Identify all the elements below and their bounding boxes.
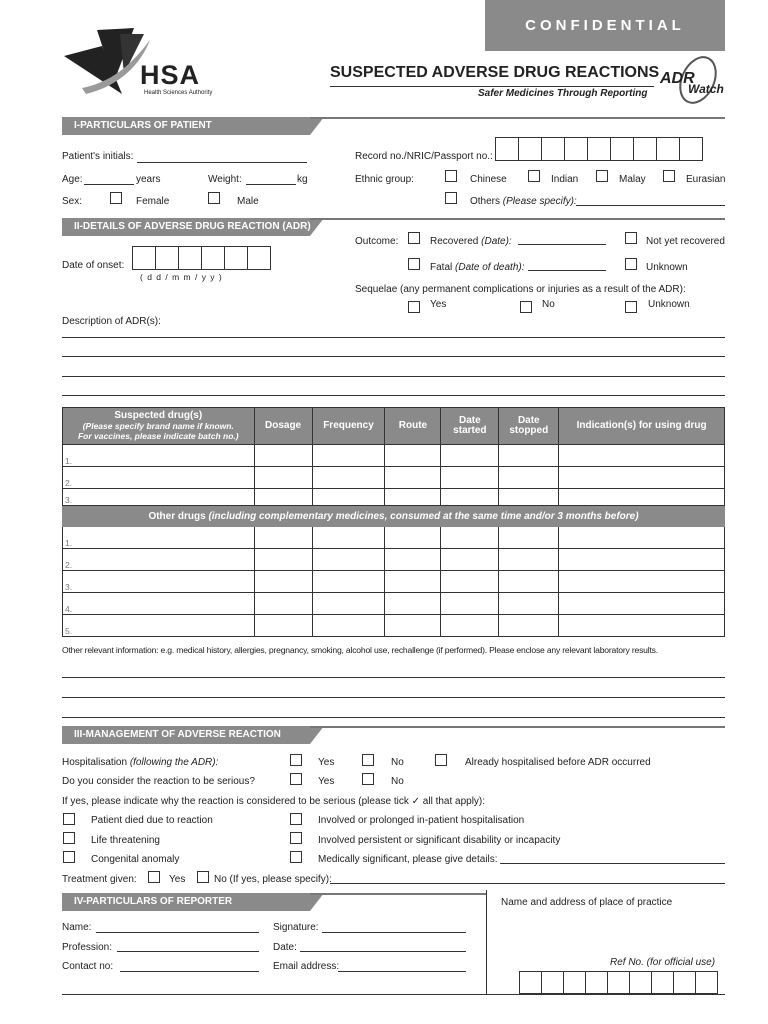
row-number: 2.	[63, 549, 255, 571]
date-stopped-cell[interactable]	[499, 615, 559, 637]
col-suspected-drug	[63, 408, 255, 445]
route-cell[interactable]	[385, 445, 441, 467]
email-label: Email address:	[273, 961, 340, 972]
died-checkbox[interactable]	[63, 813, 75, 825]
indication-cell[interactable]	[559, 615, 725, 637]
table-row[interactable]	[63, 571, 725, 593]
other-drugs-note: (including complementary medicines, consumed at the same time and/or 3 months before)	[208, 510, 639, 522]
profession-field[interactable]	[117, 951, 259, 952]
frequency-cell[interactable]	[312, 467, 385, 489]
other-info-label: Other relevant information: e.g. medical history, allergies, pregnancy, smoking, alcohol use, rechallenge (if performed). Please enclose any relevant laboratory results.	[62, 645, 658, 655]
hsa-logo	[62, 24, 232, 104]
already-hosp-label: Already hospitalised before ADR occurred	[465, 757, 651, 768]
dosage-cell[interactable]	[254, 445, 312, 467]
chinese-checkbox[interactable]	[445, 170, 457, 182]
not-recovered-label: Not yet recovered	[646, 236, 725, 247]
ref-no-label: Ref No. (for official use)	[610, 957, 716, 968]
date-stopped-cell[interactable]	[499, 593, 559, 615]
already-hosp-checkbox[interactable]	[435, 754, 447, 766]
malay-label: Malay	[619, 174, 646, 185]
signature-label: Signature:	[273, 922, 319, 933]
contact-label: Contact no:	[62, 961, 114, 972]
frequency-cell[interactable]	[312, 571, 385, 593]
serious-reason-instruction: If yes, please indicate why the reaction is considered to be serious (please tick ✓ all that apply):	[62, 796, 486, 807]
serious-no-label: No	[391, 776, 404, 787]
table-row[interactable]	[63, 489, 725, 506]
date-started-cell[interactable]	[441, 527, 499, 549]
drug-table-header	[63, 408, 725, 445]
col-date-started	[441, 408, 499, 445]
date-of-onset-field[interactable]	[133, 246, 271, 270]
col-drug-note-1: (Please specify brand name if known.	[82, 421, 234, 431]
profession-label: Profession:	[62, 942, 113, 953]
frequency-cell[interactable]	[312, 615, 385, 637]
dosage-cell[interactable]	[254, 571, 312, 593]
logo-subtext: Health Sciences Authority	[144, 90, 213, 96]
others-specify-field[interactable]	[576, 205, 725, 206]
others-text: Others	[470, 196, 501, 207]
date-stopped-cell[interactable]	[499, 489, 559, 506]
hospitalisation-label	[62, 757, 218, 768]
section-1-label: I-PARTICULARS OF PATIENT	[74, 120, 212, 131]
life-threatening-label: Life threatening	[91, 835, 160, 846]
female-label: Female	[136, 196, 170, 207]
table-row[interactable]	[63, 527, 725, 549]
eurasian-label: Eurasian	[686, 174, 726, 185]
frequency-cell[interactable]	[312, 549, 385, 571]
row-number: 1.	[63, 527, 255, 549]
form-title: SUSPECTED ADVERSE DRUG REACTIONS	[330, 64, 660, 81]
table-row[interactable]	[63, 467, 725, 489]
indication-cell[interactable]	[559, 571, 725, 593]
adr-description-line-3[interactable]	[62, 376, 725, 377]
signature-field[interactable]	[322, 932, 466, 933]
life-threatening-checkbox[interactable]	[63, 832, 75, 844]
weight-field[interactable]	[246, 184, 296, 185]
outcome-label: Outcome:	[355, 236, 399, 247]
indication-cell[interactable]	[559, 549, 725, 571]
sex-label: Sex:	[62, 196, 83, 207]
others-checkbox[interactable]	[445, 192, 457, 204]
other-drugs-band	[63, 506, 725, 527]
report-date-label: Date:	[273, 942, 297, 953]
col-stopped-line-2: stopped	[509, 425, 549, 436]
email-field[interactable]	[338, 971, 466, 972]
recovered-date-text: (Date):	[481, 236, 512, 247]
fatal-date-text: (Date of death):	[455, 262, 525, 273]
prolonged-hosp-checkbox[interactable]	[290, 813, 302, 825]
died-label: Patient died due to reaction	[91, 815, 213, 826]
hosp-yes-checkbox[interactable]	[290, 754, 302, 766]
route-cell[interactable]	[385, 615, 441, 637]
row-number: 1.	[63, 445, 255, 467]
recovered-checkbox[interactable]	[408, 232, 420, 244]
indian-checkbox[interactable]	[528, 170, 540, 182]
date-started-cell[interactable]	[441, 593, 499, 615]
fatal-checkbox[interactable]	[408, 258, 420, 270]
report-date-field[interactable]	[300, 951, 466, 952]
date-started-cell[interactable]	[441, 445, 499, 467]
col-drug-title: Suspected drug(s)	[114, 410, 203, 421]
section-3-header	[62, 726, 725, 744]
serious-yes-checkbox[interactable]	[290, 773, 302, 785]
treatment-yes-checkbox[interactable]	[148, 871, 160, 883]
practice-label: Name and address of place of practice	[501, 897, 673, 908]
adr-description-label: Description of ADR(s):	[62, 316, 161, 327]
hosp-yes-label: Yes	[318, 757, 335, 768]
ethnic-group-label: Ethnic group:	[355, 174, 414, 185]
table-row[interactable]	[63, 445, 725, 467]
sequelae-no-label: No	[542, 299, 555, 310]
treatment-yes-label: Yes	[169, 874, 186, 885]
route-cell[interactable]	[385, 571, 441, 593]
watch-logo-text: Watch	[688, 82, 724, 96]
medically-significant-field[interactable]	[500, 863, 725, 864]
others-specify-text: (Please specify):	[502, 196, 577, 207]
age-field[interactable]	[84, 184, 134, 185]
disability-checkbox[interactable]	[290, 832, 302, 844]
dosage-cell[interactable]	[254, 615, 312, 637]
malay-checkbox[interactable]	[596, 170, 608, 182]
table-row[interactable]	[63, 615, 725, 637]
outcome-unknown-checkbox[interactable]	[625, 258, 637, 270]
treatment-details-field[interactable]	[330, 883, 725, 884]
not-recovered-checkbox[interactable]	[625, 232, 637, 244]
table-row[interactable]	[63, 593, 725, 615]
sequelae-unknown-label: Unknown	[648, 299, 690, 310]
record-no-label: Record no./NRIC/Passport no.:	[355, 151, 493, 162]
reporter-name-field[interactable]	[96, 932, 259, 933]
row-number: 2.	[63, 467, 255, 489]
adr-description-line-1[interactable]	[62, 337, 725, 338]
hospitalisation-text: Hospitalisation	[62, 757, 128, 768]
indian-label: Indian	[551, 174, 579, 185]
date-started-cell[interactable]	[441, 489, 499, 506]
adr-description-line-2[interactable]	[62, 356, 725, 357]
frequency-cell[interactable]	[312, 593, 385, 615]
row-number: 4.	[63, 593, 255, 615]
dosage-cell[interactable]	[254, 467, 312, 489]
dosage-cell[interactable]	[254, 527, 312, 549]
eurasian-checkbox[interactable]	[663, 170, 675, 182]
hosp-no-checkbox[interactable]	[362, 754, 374, 766]
route-cell[interactable]	[385, 549, 441, 571]
bottom-rule	[62, 994, 725, 995]
others-label	[470, 196, 577, 207]
col-frequency: Frequency	[312, 408, 385, 445]
section-4-label: IV-PARTICULARS OF REPORTER	[74, 896, 233, 907]
date-stopped-cell[interactable]	[499, 467, 559, 489]
form-subtitle: Safer Medicines Through Reporting	[478, 88, 648, 99]
patient-initials-label: Patient's initials:	[62, 151, 134, 162]
row-number: 5.	[63, 615, 255, 637]
col-dosage: Dosage	[254, 408, 312, 445]
recovered-date-field[interactable]	[518, 244, 606, 245]
disability-label: Involved persistent or significant disability or incapacity	[318, 835, 561, 846]
other-drugs-band-cell	[63, 506, 725, 527]
col-indication: Indication(s) for using drug	[559, 408, 725, 445]
outcome-unknown-label: Unknown	[646, 262, 688, 273]
date-started-cell[interactable]	[441, 615, 499, 637]
recovered-text: Recovered	[430, 236, 479, 247]
dosage-cell[interactable]	[254, 489, 312, 506]
hosp-no-label: No	[391, 757, 404, 768]
drug-table	[62, 407, 725, 637]
logo-text: HSA	[140, 60, 201, 90]
fatal-date-field[interactable]	[528, 270, 606, 271]
col-started-line-1: Date	[459, 415, 481, 426]
col-drug-note-2: For vaccines, please indicate batch no.)	[77, 431, 239, 441]
date-started-cell[interactable]	[441, 549, 499, 571]
treatment-no-checkbox[interactable]	[197, 871, 209, 883]
sequelae-no-checkbox[interactable]	[520, 301, 532, 313]
date-stopped-cell[interactable]	[499, 571, 559, 593]
section-4-header	[62, 893, 486, 911]
sequelae-label: Sequelae (any permanent complications or injuries as a result of the ADR):	[355, 284, 686, 295]
route-cell[interactable]	[385, 593, 441, 615]
other-drugs-title: Other drugs	[148, 510, 206, 522]
indication-cell[interactable]	[559, 445, 725, 467]
congenital-checkbox[interactable]	[63, 851, 75, 863]
other-info-line-1[interactable]	[62, 677, 725, 678]
male-label: Male	[237, 196, 259, 207]
congenital-label: Congenital anomaly	[91, 854, 180, 865]
other-info-line-3[interactable]	[62, 717, 725, 718]
date-started-cell[interactable]	[441, 467, 499, 489]
title-rule	[330, 86, 654, 87]
route-cell[interactable]	[385, 489, 441, 506]
section-3-label: III-MANAGEMENT OF ADVERSE REACTION	[74, 729, 281, 740]
chinese-label: Chinese	[470, 174, 507, 185]
route-cell[interactable]	[385, 467, 441, 489]
row-number: 3.	[63, 489, 255, 506]
confidential-banner: CONFIDENTIAL	[485, 0, 725, 51]
patient-initials-field[interactable]	[137, 162, 307, 163]
recovered-label	[430, 236, 512, 247]
practice-box-divider	[486, 890, 487, 994]
treatment-no-label: No (If yes, please specify):	[214, 874, 332, 885]
adr-watch-logo	[658, 56, 728, 108]
date-stopped-cell[interactable]	[499, 445, 559, 467]
female-checkbox[interactable]	[110, 192, 122, 204]
date-stopped-cell[interactable]	[499, 527, 559, 549]
route-cell[interactable]	[385, 527, 441, 549]
section-1-header	[62, 117, 725, 135]
sequelae-unknown-checkbox[interactable]	[625, 301, 637, 313]
weight-label: Weight:	[208, 174, 242, 185]
table-row[interactable]	[63, 549, 725, 571]
medically-significant-checkbox[interactable]	[290, 851, 302, 863]
col-route: Route	[385, 408, 441, 445]
dosage-cell[interactable]	[254, 549, 312, 571]
age-label: Age:	[62, 174, 83, 185]
adr-logo-text: ADR	[660, 70, 695, 87]
date-of-onset-label: Date of onset:	[62, 260, 125, 271]
date-stopped-cell[interactable]	[499, 549, 559, 571]
kg-label: kg	[297, 174, 308, 185]
serious-no-checkbox[interactable]	[362, 773, 374, 785]
adr-description-line-4[interactable]	[62, 395, 725, 396]
fatal-label	[430, 262, 525, 273]
indication-cell[interactable]	[559, 489, 725, 506]
fatal-text: Fatal	[430, 262, 453, 273]
frequency-cell[interactable]	[312, 489, 385, 506]
indication-cell[interactable]	[559, 593, 725, 615]
indication-cell[interactable]	[559, 467, 725, 489]
male-checkbox[interactable]	[208, 192, 220, 204]
sequelae-yes-checkbox[interactable]	[408, 301, 420, 313]
frequency-cell[interactable]	[312, 527, 385, 549]
row-number: 3.	[63, 571, 255, 593]
col-stopped-line-1: Date	[517, 415, 540, 426]
hospitalisation-note: (following the ADR):	[129, 757, 219, 768]
indication-cell[interactable]	[559, 527, 725, 549]
contact-field[interactable]	[120, 971, 259, 972]
years-label: years	[136, 174, 161, 185]
col-date-stopped	[499, 408, 559, 445]
prolonged-hosp-label: Involved or prolonged in-patient hospitalisation	[318, 815, 525, 826]
dosage-cell[interactable]	[254, 593, 312, 615]
frequency-cell[interactable]	[312, 445, 385, 467]
serious-yes-label: Yes	[318, 776, 335, 787]
record-no-field[interactable]	[496, 137, 703, 161]
sequelae-yes-label: Yes	[430, 299, 447, 310]
ref-no-field[interactable]	[520, 971, 718, 994]
serious-question-label: Do you consider the reaction to be serious?	[62, 776, 255, 787]
reporter-name-label: Name:	[62, 922, 92, 933]
date-format-hint: ( d d / m m / y y )	[140, 272, 223, 282]
date-started-cell[interactable]	[441, 571, 499, 593]
section-2-label: II-DETAILS OF ADVERSE DRUG REACTION (ADR)	[74, 221, 311, 232]
treatment-label: Treatment given:	[62, 874, 137, 885]
other-info-line-2[interactable]	[62, 697, 725, 698]
medically-significant-label: Medically significant, please give details:	[318, 854, 498, 865]
col-started-line-2: started	[453, 425, 487, 436]
